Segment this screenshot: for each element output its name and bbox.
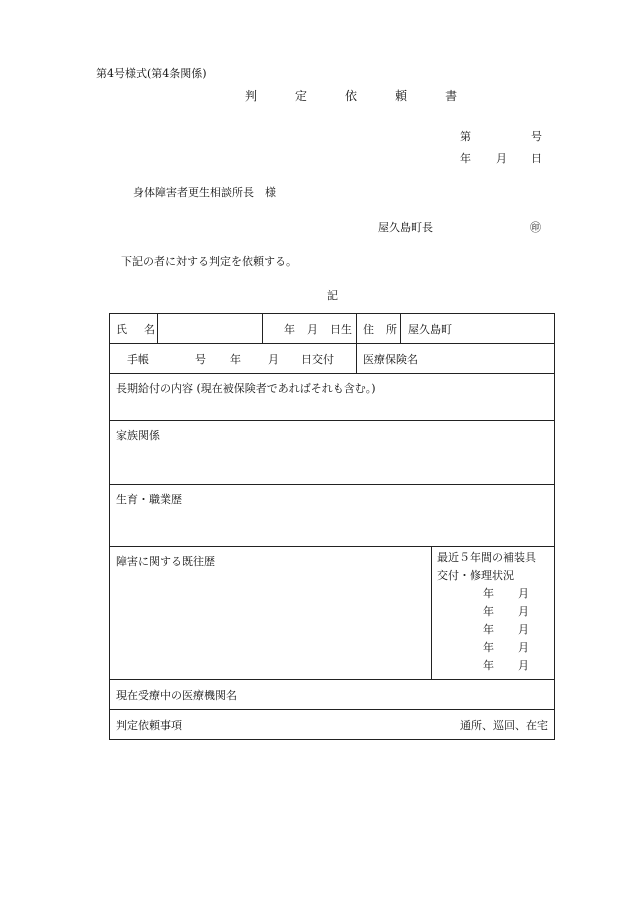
handbook-month: 月 (268, 352, 279, 366)
family-field[interactable] (110, 421, 555, 485)
insurance-field[interactable] (357, 344, 555, 374)
long-term-benefit-label: 長期給付の内容 (現在被保険者であればそれも含む。) (116, 382, 376, 395)
upbringing-career-field[interactable] (110, 485, 555, 547)
aid-month: 月 (518, 605, 529, 618)
assistive-device-date-row (437, 639, 550, 657)
aid-month: 月 (518, 659, 529, 672)
aid-month: 月 (518, 641, 529, 654)
aid-year: 年 (483, 587, 494, 600)
assistive-device-dates (437, 585, 550, 675)
medical-institution-field[interactable] (110, 680, 555, 710)
disability-history-label: 障害に関する既往歴 (116, 555, 215, 568)
assistive-device-title-1: 最近５年間の補装具 (437, 551, 536, 564)
request-matters-field[interactable] (110, 710, 555, 740)
title-char: 依 (345, 89, 358, 103)
handbook-label: 手帳 (127, 352, 149, 366)
aid-month: 月 (518, 587, 529, 600)
sender-name: 屋久島町長 (378, 221, 433, 234)
address-value[interactable]: 屋久島町 (401, 314, 555, 344)
upbringing-career-label: 生育・職業歴 (116, 493, 182, 506)
birth-day: 日生 (330, 322, 352, 336)
assistive-device-title-2: 交付・修理状況 (437, 569, 514, 582)
assistive-device-field[interactable] (432, 547, 555, 680)
aid-year: 年 (483, 605, 494, 618)
address-label-char: 所 (386, 322, 397, 336)
date-month: 月 (496, 152, 507, 165)
name-label-char: 氏 (116, 322, 127, 336)
assistive-device-date-row (437, 621, 550, 639)
insurance-label: 医療保険名 (363, 352, 418, 366)
form-label: 第4号様式(第4条関係) (96, 67, 207, 80)
address-label (357, 314, 401, 344)
handbook-year: 年 (230, 352, 241, 366)
aid-year: 年 (483, 641, 494, 654)
title-char: 頼 (395, 89, 408, 103)
handbook-number: 号 (195, 352, 206, 366)
handbook-issued: 日交付 (301, 352, 334, 366)
assistive-device-date-row (437, 585, 550, 603)
long-term-benefit-field[interactable] (110, 374, 555, 421)
address-label-char: 住 (363, 322, 374, 336)
medical-institution-label: 現在受療中の医療機関名 (116, 688, 237, 702)
birth-year: 年 (284, 322, 295, 336)
name-label-char: 名 (144, 322, 155, 336)
addressee: 身体障害者更生相談所長 様 (133, 186, 276, 199)
aid-year: 年 (483, 623, 494, 636)
request-options[interactable]: 通所、巡回、在宅 (460, 718, 548, 732)
assistive-device-date-row (437, 603, 550, 621)
document-title (245, 90, 457, 102)
birth-date-field[interactable] (263, 314, 357, 344)
name-label (110, 314, 158, 344)
disability-history-field[interactable] (110, 547, 432, 680)
ki-label: 記 (327, 289, 338, 302)
judgment-request-table (109, 313, 555, 740)
title-char: 判 (245, 89, 258, 103)
title-char: 書 (445, 89, 458, 103)
date-year: 年 (460, 152, 471, 165)
request-text: 下記の者に対する判定を依頼する。 (121, 255, 297, 268)
assistive-device-date-row (437, 657, 550, 675)
title-char: 定 (295, 89, 308, 103)
aid-month: 月 (518, 623, 529, 636)
doc-number-prefix: 第 (460, 130, 471, 143)
birth-month: 月 (307, 322, 318, 336)
family-label: 家族関係 (116, 429, 160, 442)
request-matters-label: 判定依頼事項 (116, 718, 182, 732)
name-value[interactable] (158, 314, 263, 344)
date-day: 日 (531, 152, 542, 165)
aid-year: 年 (483, 659, 494, 672)
doc-number-suffix: 号 (531, 130, 542, 143)
handbook-field[interactable] (110, 344, 357, 374)
seal-mark: ㊞ (530, 221, 541, 234)
